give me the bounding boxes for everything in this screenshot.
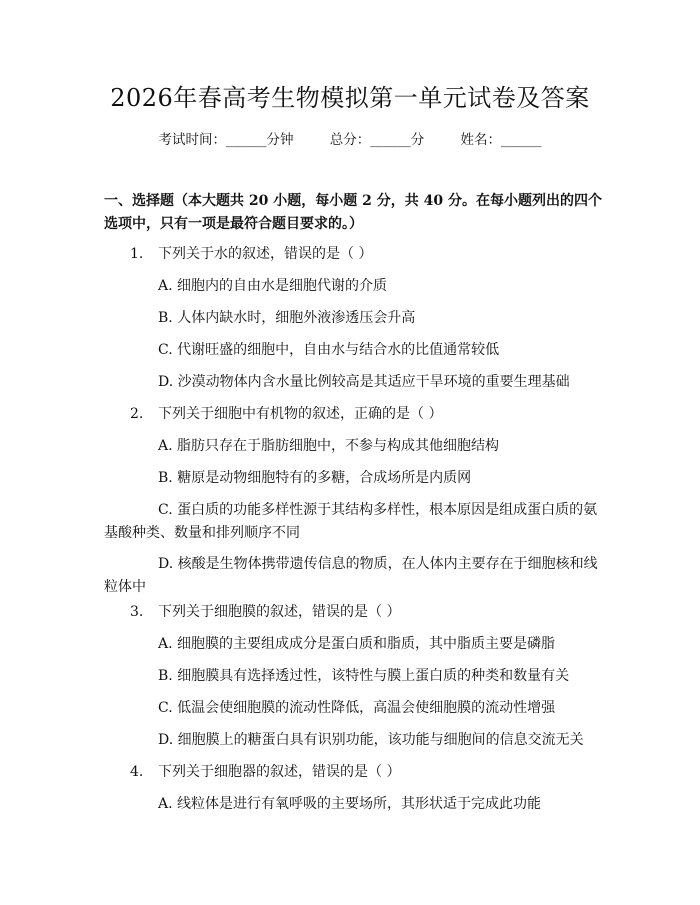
question-option: B. 糖原是动物细胞特有的多糖，合成场所是内质网 — [158, 470, 472, 486]
question-number: 1. — [130, 246, 144, 262]
question-option: A. 细胞膜的主要组成成分是蛋白质和脂质，其中脂质主要是磷脂 — [158, 636, 556, 652]
question-text: 下列关于细胞膜的叙述，错误的是（ ） — [158, 604, 401, 620]
page-title: 2026年春高考生物模拟第一单元试卷及答案 — [110, 84, 590, 112]
question-option: C. 代谢旺盛的细胞中，自由水与结合水的比值通常较低 — [158, 342, 500, 358]
question-stem — [130, 403, 610, 426]
exam-meta — [0, 130, 700, 150]
total-score-field: 总分：______分 — [329, 132, 425, 148]
question-stem — [130, 601, 610, 624]
question-number: 4. — [130, 764, 144, 780]
question-number: 3. — [130, 604, 144, 620]
question-option: A. 细胞内的自由水是细胞代谢的介质 — [158, 278, 388, 294]
question-option: C. 低温会使细胞膜的流动性降低，高温会使细胞膜的流动性增强 — [158, 700, 556, 716]
question-text: 下列关于细胞器的叙述，错误的是（ ） — [158, 764, 401, 780]
question-option: C. 蛋白质的功能多样性源于其结构多样性，根本原因是组成蛋白质的氨基酸种类、数量和排列顺序不同 — [104, 502, 598, 541]
question-option: A. 线粒体是进行有氧呼吸的主要场所，其形状适于完成此功能 — [158, 796, 542, 812]
question-text: 下列关于细胞中有机物的叙述，正确的是（ ） — [158, 406, 443, 422]
question-option: D. 沙漠动物体内含水量比例较高是其适应干旱环境的重要生理基础 — [158, 374, 570, 390]
question-option: D. 核酸是生物体携带遗传信息的物质，在人体内主要存在于细胞核和线粒体中 — [104, 556, 598, 595]
exam-time-field: 考试时间：______分钟 — [158, 132, 294, 148]
student-name-field: 姓名：______ — [460, 132, 542, 148]
question-option: B. 人体内缺水时，细胞外液渗透压会升高 — [158, 310, 416, 326]
question-stem — [130, 243, 610, 266]
question-number: 2. — [130, 406, 144, 422]
question-option: D. 细胞膜上的糖蛋白具有识别功能，该功能与细胞间的信息交流无关 — [158, 732, 584, 748]
question-option: A. 脂肪只存在于脂肪细胞中，不参与构成其他细胞结构 — [158, 438, 500, 454]
section-heading: 一、选择题（本大题共 20 小题，每小题 2 分，共 40 分。在每小题列出的四个选项中，只有一项是最符合题目要求的。） — [104, 193, 602, 232]
question-text: 下列关于水的叙述，错误的是（ ） — [158, 246, 373, 262]
question-stem — [130, 761, 610, 784]
question-option: B. 细胞膜具有选择透过性，该特性与膜上蛋白质的种类和数量有关 — [158, 668, 570, 684]
